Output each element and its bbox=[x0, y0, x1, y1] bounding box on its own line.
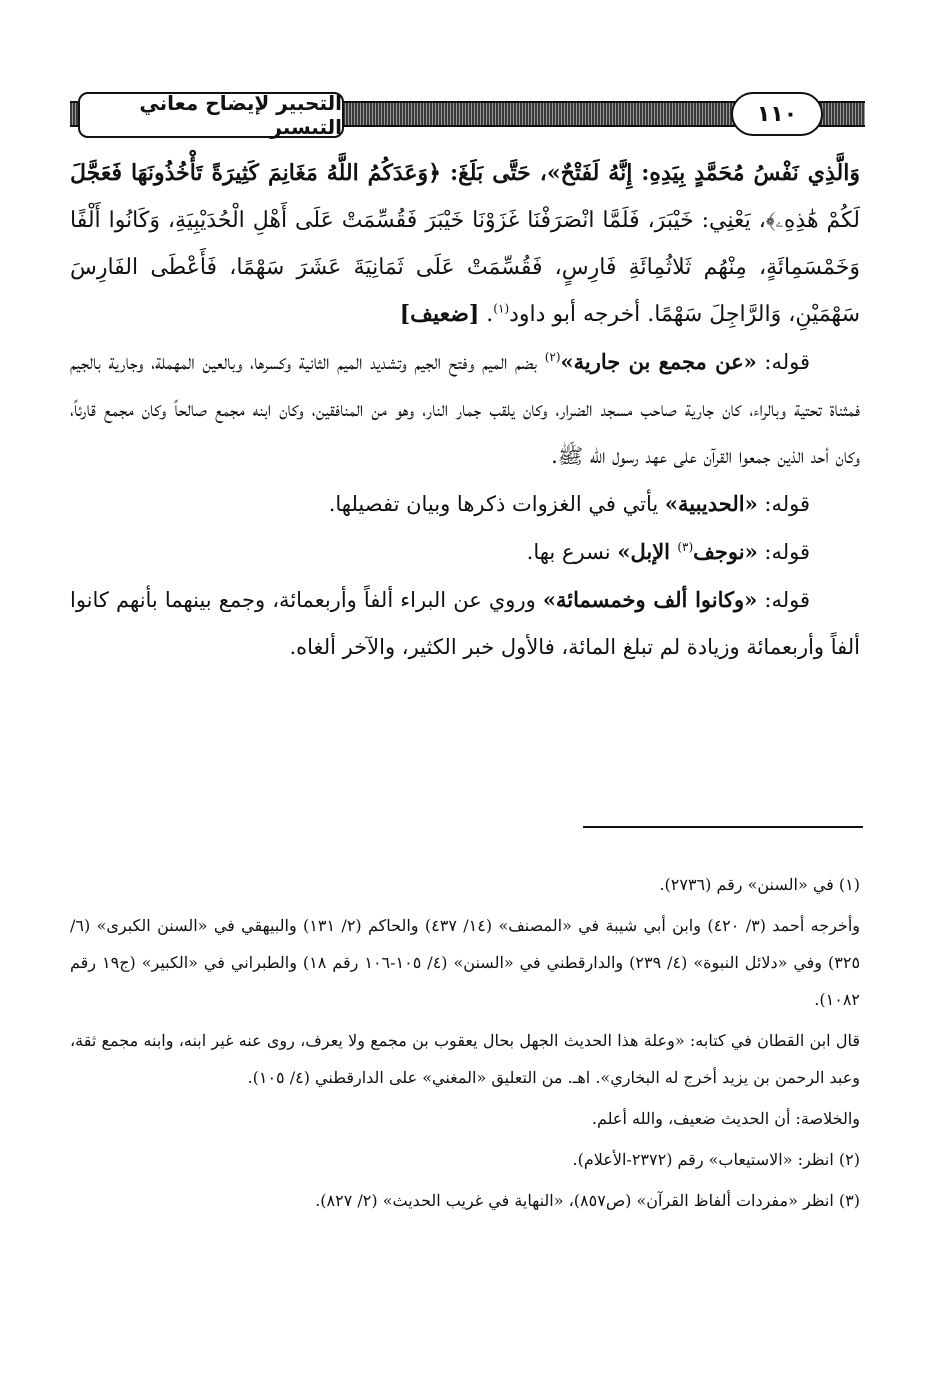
commentary-text: نسرع بها. bbox=[526, 540, 618, 564]
hadith-grade: [ضعيف] bbox=[399, 301, 480, 327]
footnote-ref-2: (٢) bbox=[544, 350, 561, 364]
main-text bbox=[70, 150, 860, 671]
commentary-term: الإبل» bbox=[617, 539, 678, 564]
qawluhu-label: قوله: bbox=[756, 350, 811, 374]
footnote-1-conclusion: والخلاصة: أن الحديث ضعيف، والله أعلم. bbox=[591, 1109, 860, 1128]
commentary-paragraph-3 bbox=[70, 528, 860, 576]
footnote-ref-3: (٣) bbox=[677, 540, 694, 554]
hadith-line-3: وَخَمْسَمِائَةٍ، مِنْهُم ثَلاثُمِائَةِ فَارِسٍ، فَقُسِّمَتْ عَلَى ثَمَانِيَةَ عَشَرَ سَهْمًا، فَأَعْطَى الفَارِسَ سَهْمَيْنِ، bbox=[70, 255, 860, 327]
running-header bbox=[70, 92, 865, 140]
commentary-paragraph-2 bbox=[70, 480, 860, 528]
commentary-text: بضم الميم وفتح الجيم وتشديد الميم الثانية وكسرها، وبالعين المهملة، وجارية بالجيم فمثناة تحتية وبالراء، كان جارية صاحب مسجد الضرار، وكان يلقب جمار النار، وهو من المنافقين، وكان ابنه مجمع صالحاً وكان مجمع قارئاً، وكان أحد الذين جمعوا القرآن على عهد رسول الله ﷺ. bbox=[70, 350, 860, 468]
commentary-paragraph-4 bbox=[70, 576, 860, 671]
footnote-3: (٣) انظر «مفردات ألفاظ القرآن» (ص٨٥٧)، «النهاية في غريب الحديث» (٢/ ٨٢٧). bbox=[315, 1191, 860, 1210]
footnote-ref-1: (١) bbox=[493, 301, 510, 316]
footnote-1-sources: وأخرجه أحمد (٣/ ٤٢٠) وابن أبي شيبة في «المصنف» (١٤/ ٤٣٧) والحاكم (٢/ ١٣١) والبيهقي في «السنن الكبرى» (٦/ ٣٢٥) وفي «دلائل النبوة» (٤/ ٢٣٩) والدارقطني في «السنن» (٤/ ١٠٥-١٠٦ رقم ١٨) والطبراني في «الكبير» (ج١٩ رقم ١٠٨٢). bbox=[70, 916, 861, 1009]
footnote-1: (١) في «السنن» رقم (٢٧٣٦). bbox=[659, 875, 860, 894]
commentary-paragraph-1 bbox=[70, 338, 860, 480]
qawluhu-label: قوله: bbox=[757, 492, 810, 516]
commentary-term: «وكانوا ألف وخمسمائة» bbox=[542, 587, 758, 612]
footnotes bbox=[70, 866, 860, 1223]
book-title: التحبير لإيضاح معاني التيسير bbox=[78, 92, 344, 138]
qawluhu-label: قوله: bbox=[757, 540, 810, 564]
hadith-line-2: لَكُمْ هَٰذِهِۦ﴾، يَعْنِي: خَيْبَرَ، فَلَمَّا انْصَرَفْنَا غَزَوْنَا خَيْبَرَ فَقُسِّمَتْ عَلَى أَهْلِ الْحُدَيْبِيَةِ، وَكَانُوا أَلْفًا bbox=[70, 208, 860, 233]
footnote-1-ibn-qattan: قال ابن القطان في كتابه: «وعلة هذا الحديث الجهل بحال يعقوب بن مجمع ولا يعرف، روى عنه غير ابنه، وابنه مجمع ثقة، وعبد الرحمن بن يزيد أخرج له البخاري». اهـ. من التعليق «المغني» على الدارقطني (٤/ ١٠٥). bbox=[70, 1031, 860, 1087]
hadith-text: وَالَّذِي نَفْسُ مُحَمَّدٍ بِيَدِهِ: إِنَّهُ لَفَتْحٌ»، حَتَّى بَلَغَ: ﴿وَعَدَكُمُ اللَّهُ مَغَانِمَ كَثِيرَةً تَأْخُذُونَهَا فَعَجَّلَ لَكُمْ هَٰذِهِۦ﴾، يَعْنِي: خَيْبَرَ، فَلَمَّا انْصَرَفْنَا غَزَوْنَا خَيْبَرَ فَقُسِّمَتْ عَلَى أَهْلِ الْحُدَيْبِيَةِ، وَكَانُوا أَلْفًا وَخَمْسَمِائَةٍ، مِنْهُم ثَلاثُمِائَةِ فَارِسٍ، فَقُسِّمَتْ عَلَى ثَمَانِيَةَ عَشَرَ سَهْمًا، فَأَعْطَى الفَارِسَ سَهْمَيْنِ، وَالرَّاجِلَ سَهْمًا. أخرجه أبو داود$^{(١)}$. [ضعيف] bbox=[70, 160, 860, 327]
qawluhu-label: قوله: bbox=[757, 588, 810, 612]
commentary-text: وروي عن البراء ألفاً وأربعمائة، وجمع بينهما بأنهم كانوا ألفاً وأربعمائة وزيادة لم تبلغ المائة، فالأول خبر الكثير، والآخر ألغاه. bbox=[70, 588, 860, 659]
footnote-separator bbox=[583, 826, 863, 828]
page-number: ١١٠ bbox=[731, 92, 823, 136]
commentary-term: «عن مجمع بن جارية» bbox=[560, 349, 757, 374]
commentary-text: يأتي في الغزوات ذكرها وبيان تفصيلها. bbox=[328, 492, 665, 516]
footnote-2: (٢) انظر: «الاستيعاب» رقم (٢٣٧٢-الأعلام). bbox=[572, 1150, 860, 1169]
hadith-line-4: وَالرَّاجِلَ سَهْمًا. أخرجه أبو داود bbox=[509, 302, 782, 327]
commentary-term: «نوجف bbox=[693, 539, 758, 564]
hadith-line-1: وَالَّذِي نَفْسُ مُحَمَّدٍ بِيَدِهِ: إِنَّهُ لَفَتْحٌ»، حَتَّى بَلَغَ: ﴿وَعَدَكُمُ اللَّهُ مَغَانِمَ كَثِيرَةً تَأْخُذُونَهَا فَعَجَّلَ bbox=[70, 160, 860, 186]
commentary-term: «الحديبية» bbox=[664, 491, 758, 516]
